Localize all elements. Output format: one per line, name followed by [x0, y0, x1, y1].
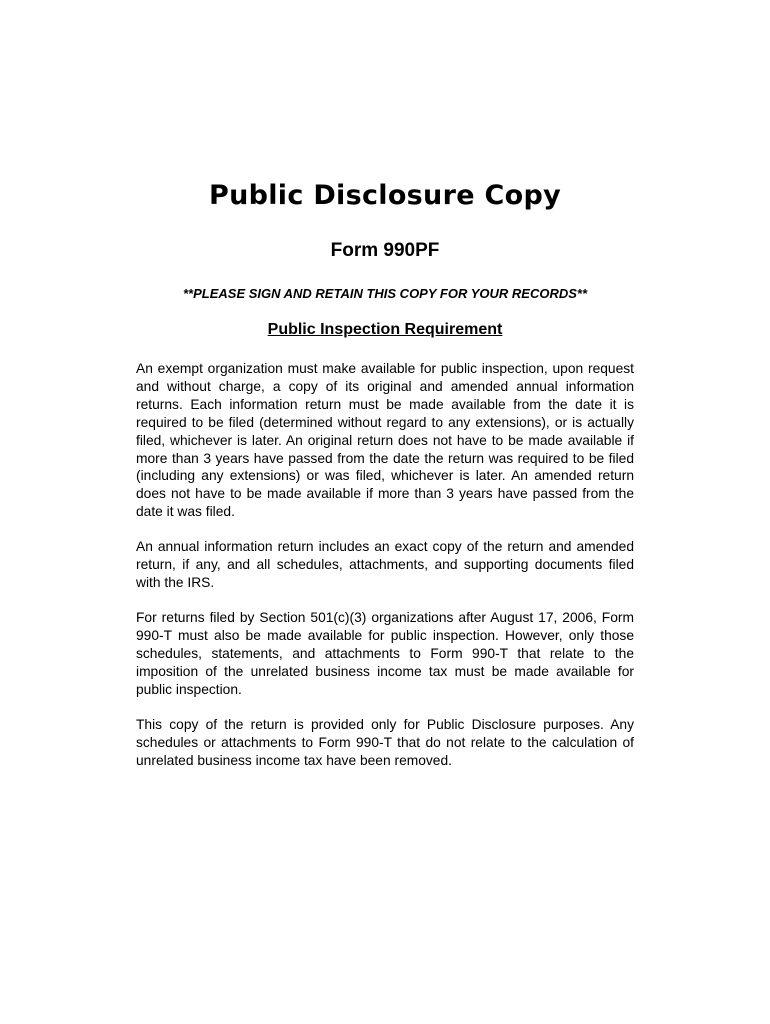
- paragraph-inspection-rules: An exempt organization must make available for public inspection, upon request and without charge, a copy of its original and amended annual information returns. Each information return must be made available from the date it is required to be filed (determined without regard to any extensions), or is actually filed, whichever is later. An original return does not have to be made available if more than 3 years have passed from the date the return was required to be filed (including any extensions) or was filed, whichever is later. An amended return does not have to be made available if more than 3 years have passed from the date it was filed.: [136, 361, 634, 520]
- paragraph-return-contents: An annual information return includes an exact copy of the return and amended return, if any, and all schedules, attachments, and supporting documents filed with the IRS.: [136, 539, 634, 590]
- sign-notice: **PLEASE SIGN AND RETAIN THIS COPY FOR YOUR RECORDS**: [182, 286, 588, 301]
- section-heading: Public Inspection Requirement: [267, 321, 503, 338]
- paragraph-disclosure-purpose: This copy of the return is provided only for Public Disclosure purposes. Any schedules or attachments to Form 990-T that do not relate to the calculation of unrelated business income tax have been removed.: [136, 717, 634, 768]
- paragraph-990t-requirement: For returns filed by Section 501(c)(3) organizations after August 17, 2006, Form 990-T must also be made available for public inspection. However, only those schedules, statements, and attachments to Form 990-T that relate to the imposition of the unrelated business income tax must be made available for public inspection.: [136, 610, 634, 697]
- form-name: Form 990PF: [330, 240, 440, 261]
- page-title: Public Disclosure Copy: [208, 180, 561, 211]
